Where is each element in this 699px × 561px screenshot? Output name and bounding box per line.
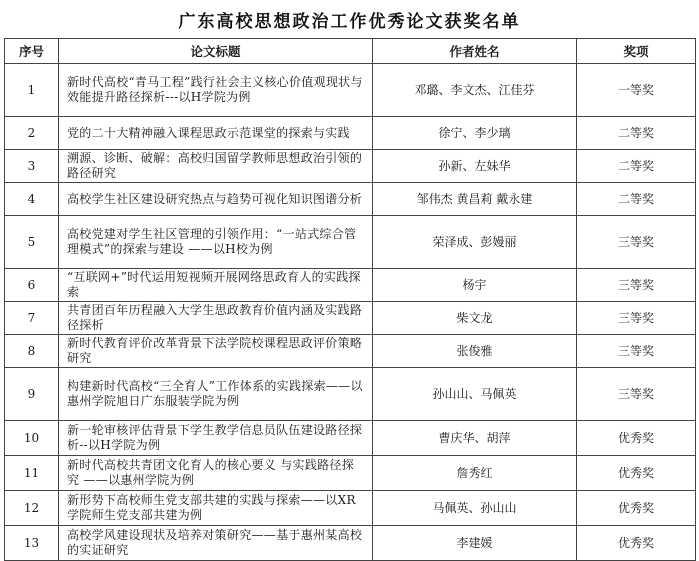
row-authors: 孙山山、马佩英: [373, 368, 577, 421]
row-authors: 曹庆华、胡萍: [373, 421, 577, 456]
table-row: [5, 64, 696, 117]
row-number: 10: [5, 421, 59, 456]
row-award: 二等奖: [577, 150, 696, 183]
row-title: 新形势下高校师生党支部共建的实践与探索——以XR学院师生党支部共建为例: [59, 491, 373, 526]
row-number: 11: [5, 456, 59, 491]
row-number: 13: [5, 526, 59, 561]
row-authors: 李建媛: [373, 526, 577, 561]
row-award: 二等奖: [577, 183, 696, 216]
header-number: 序号: [5, 39, 59, 64]
row-number: 1: [5, 64, 59, 117]
row-number: 8: [5, 335, 59, 368]
table-row: [5, 302, 696, 335]
header-title: 论文标题: [59, 39, 373, 64]
table-row: [5, 150, 696, 183]
row-award: 三等奖: [577, 368, 696, 421]
row-authors: 詹秀红: [373, 456, 577, 491]
table-row: [5, 526, 696, 561]
row-authors: 马佩英、孙山山: [373, 491, 577, 526]
row-title: 共青团百年历程融入大学生思政教育价值内涵及实践路径探析: [59, 302, 373, 335]
table-header-row: [5, 39, 696, 64]
table-row: [5, 117, 696, 150]
row-title: 高校学生社区建设研究热点与趋势可视化知识图谱分析: [59, 183, 373, 216]
row-number: 7: [5, 302, 59, 335]
table-row: [5, 335, 696, 368]
row-authors: 杨宇: [373, 269, 577, 302]
row-award: 优秀奖: [577, 491, 696, 526]
row-number: 12: [5, 491, 59, 526]
row-title: 新时代教育评价改革背景下法学院校课程思政评价策略研究: [59, 335, 373, 368]
row-authors: 柴文龙: [373, 302, 577, 335]
row-authors: 荣泽成、彭嫚丽: [373, 216, 577, 269]
table-row: [5, 216, 696, 269]
row-award: 三等奖: [577, 216, 696, 269]
row-title: 高校党建对学生社区管理的引领作用：“一站式综合管理模式”的探索与建设 ——以H校为例: [59, 216, 373, 269]
row-award: 三等奖: [577, 302, 696, 335]
row-award: 优秀奖: [577, 421, 696, 456]
row-number: 9: [5, 368, 59, 421]
row-award: 优秀奖: [577, 526, 696, 561]
row-award: 一等奖: [577, 64, 696, 117]
row-authors: 徐宁、李少璃: [373, 117, 577, 150]
header-authors: 作者姓名: [373, 39, 577, 64]
table-row: [5, 269, 696, 302]
award-table: [4, 38, 696, 561]
row-title: “互联网+”时代运用短视频开展网络思政育人的实践探索: [59, 269, 373, 302]
row-number: 6: [5, 269, 59, 302]
row-title: 新一轮审核评估背景下学生教学信息员队伍建设路径探析--以H学院为例: [59, 421, 373, 456]
table-row: [5, 456, 696, 491]
row-number: 4: [5, 183, 59, 216]
row-title: 高校学风建设现状及培养对策研究——基于惠州某高校的实证研究: [59, 526, 373, 561]
header-award: 奖项: [577, 39, 696, 64]
row-title: 新时代高校“青马工程”践行社会主义核心价值观现状与效能提升路径探析---以H学院为例: [59, 64, 373, 117]
row-award: 二等奖: [577, 117, 696, 150]
page-title: 广东高校思想政治工作优秀论文获奖名单: [178, 11, 521, 32]
row-award: 三等奖: [577, 269, 696, 302]
table-row: [5, 491, 696, 526]
row-number: 2: [5, 117, 59, 150]
row-title: 构建新时代高校“三全育人”工作体系的实践探索——以惠州学院旭日广东服装学院为例: [59, 368, 373, 421]
row-number: 3: [5, 150, 59, 183]
table-row: [5, 368, 696, 421]
row-authors: 邓璐、李文杰、江佳芬: [373, 64, 577, 117]
table-row: [5, 421, 696, 456]
row-title: 溯源、诊断、破解：高校归国留学教师思想政治引领的路径研究: [59, 150, 373, 183]
row-award: 优秀奖: [577, 456, 696, 491]
row-authors: 孙新、左妹华: [373, 150, 577, 183]
row-award: 三等奖: [577, 335, 696, 368]
table-row: [5, 183, 696, 216]
row-title: 党的二十大精神融入课程思政示范课堂的探索与实践: [59, 117, 373, 150]
row-title: 新时代高校共青团文化育人的核心要义 与实践路径探究 ——以惠州学院为例: [59, 456, 373, 491]
row-number: 5: [5, 216, 59, 269]
row-authors: 邹伟杰 黄昌莉 戴永建: [373, 183, 577, 216]
row-authors: 张俊雅: [373, 335, 577, 368]
